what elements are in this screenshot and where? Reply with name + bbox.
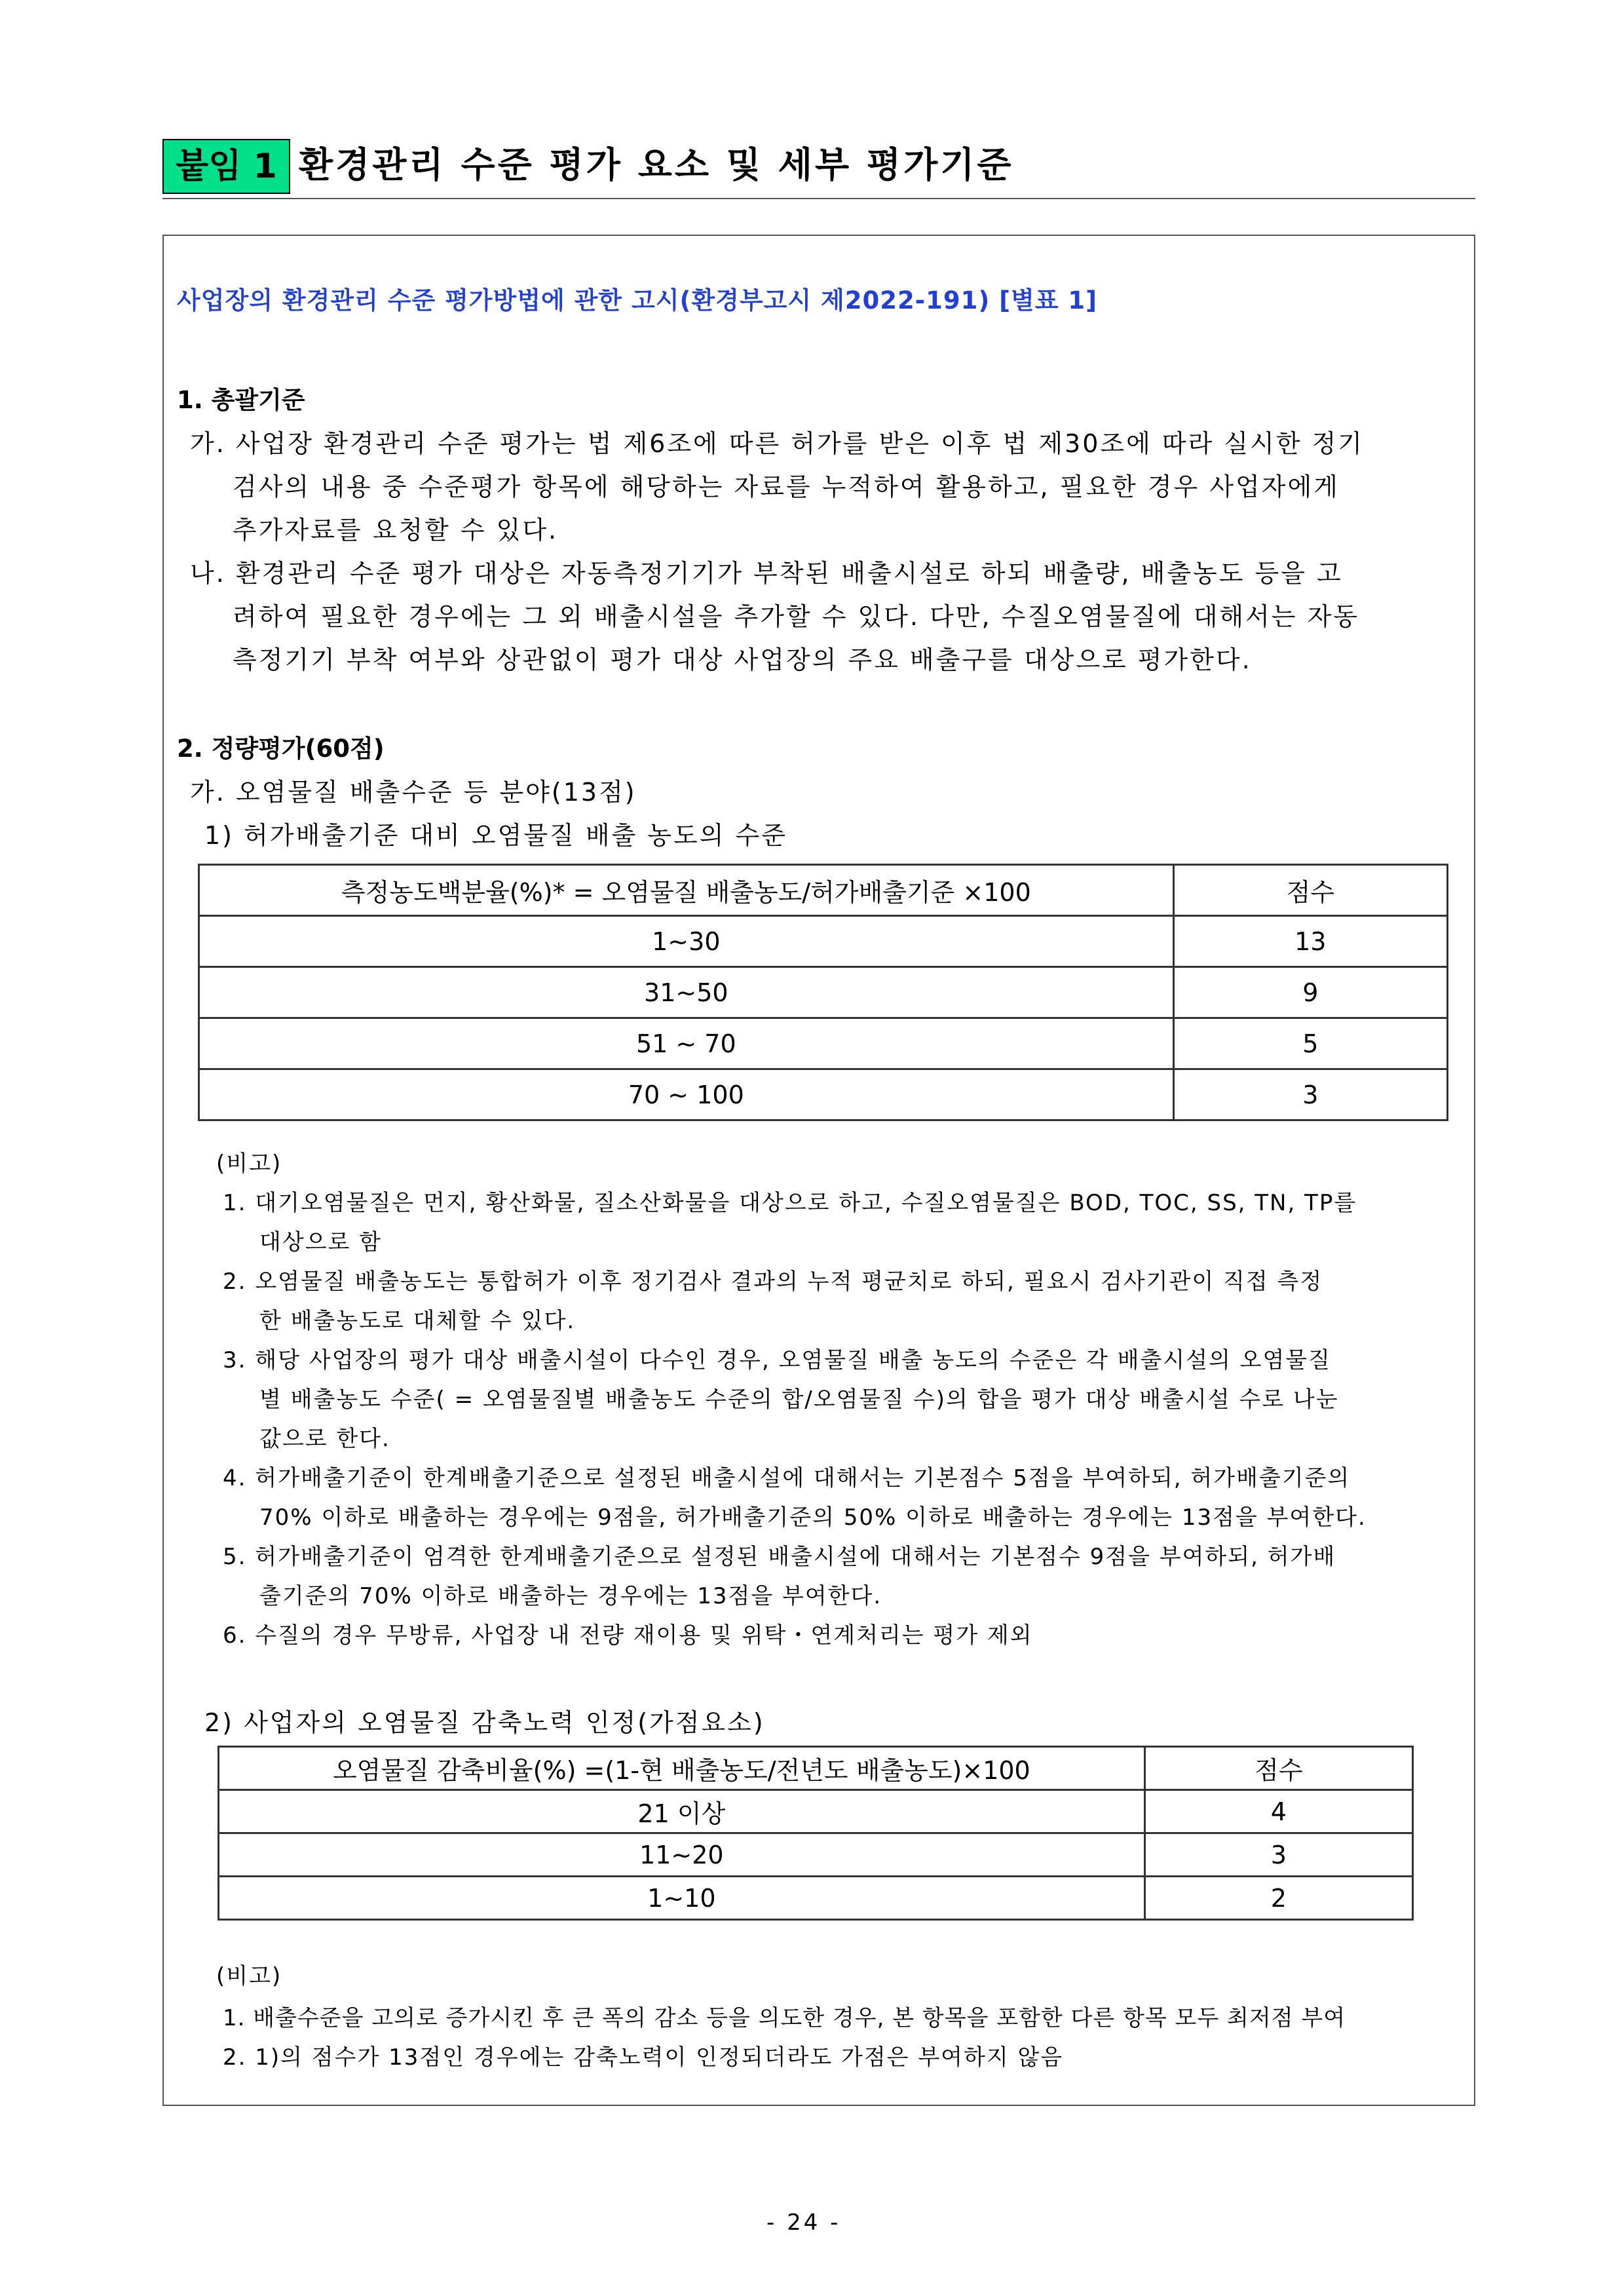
source-reference: 사업장의 환경관리 수준 평가방법에 관한 고시(환경부고시 제2022-191) [별표 1] — [177, 286, 1098, 315]
table-cell: 4 — [1144, 1790, 1412, 1833]
table-row — [219, 1833, 1413, 1877]
note-line: 4. 허가배출기준이 한계배출기준으로 설정된 배출시설에 대해서는 기본점수 5점을 부여하되, 허가배출기준의 — [223, 1465, 1351, 1491]
section1-line: 측정기기 부착 여부와 상관없이 평가 대상 사업장의 주요 배출구를 대상으로 평가한다. — [233, 645, 1252, 674]
table-cell: 31~50 — [199, 967, 1174, 1018]
section1-line: 나. 환경관리 수준 평가 대상은 자동측정기기가 부착된 배출시설로 하되 배출량, 배출농도 등을 고 — [190, 559, 1343, 588]
notes1-label: (비고) — [216, 1151, 282, 1177]
note-line: 값으로 한다. — [259, 1426, 390, 1452]
table-cell: 9 — [1173, 967, 1447, 1018]
concentration-score-table — [198, 864, 1448, 1121]
item1-title: 1) 허가배출기준 대비 오염물질 배출 농도의 수준 — [204, 821, 787, 850]
table-cell: 1~10 — [219, 1877, 1145, 1920]
table-cell: 21 이상 — [219, 1790, 1145, 1833]
note-line: 3. 해당 사업장의 평가 대상 배출시설이 다수인 경우, 오염물질 배출 농도의 수준은 각 배출시설의 오염물질 — [223, 1347, 1331, 1373]
section2-heading: 2. 정량평가(60점) — [177, 735, 385, 763]
table-header-row — [219, 1747, 1413, 1790]
table-header-cell: 점수 — [1173, 865, 1447, 916]
table-row — [199, 1069, 1448, 1120]
table-cell: 3 — [1144, 1833, 1412, 1877]
table-header-cell: 측정농도백분율(%)* = 오염물질 배출농도/허가배출기준 ×100 — [199, 865, 1174, 916]
table-row — [219, 1877, 1413, 1920]
note-line: 5. 허가배출기준이 엄격한 한계배출기준으로 설정된 배출시설에 대해서는 기본점수 9점을 부여하되, 허가배 — [223, 1544, 1336, 1570]
table-cell: 5 — [1173, 1018, 1447, 1069]
table-row — [199, 1018, 1448, 1069]
note-line: 1. 대기오염물질은 먼지, 황산화물, 질소산화물을 대상으로 하고, 수질오염물질은 BOD, TOC, SS, TN, TP를 — [223, 1190, 1357, 1216]
note-line: 2. 1)의 점수가 13점인 경우에는 감축노력이 인정되더라도 가점은 부여하지 않음 — [223, 2044, 1064, 2071]
attachment-badge: 붙임 1 — [162, 139, 290, 194]
section1-line: 추가자료를 요청할 수 있다. — [233, 516, 559, 545]
table-cell: 70 ~ 100 — [199, 1069, 1174, 1120]
table-row — [199, 916, 1448, 967]
table-cell: 2 — [1144, 1877, 1412, 1920]
section1-line: 가. 사업장 환경관리 수준 평가는 법 제6조에 따른 허가를 받은 이후 법 제30조에 따라 실시한 정기 — [190, 429, 1364, 458]
table-header-cell: 오염물질 감축비율(%) =(1-현 배출농도/전년도 배출농도)×100 — [219, 1747, 1145, 1790]
note-line: 2. 오염물질 배출농도는 통합허가 이후 정기검사 결과의 누적 평균치로 하되, 필요시 검사기관이 직접 측정 — [223, 1269, 1323, 1295]
table-cell: 51 ~ 70 — [199, 1018, 1174, 1069]
page-number: - 24 - — [766, 2210, 841, 2236]
table-header-row — [199, 865, 1448, 916]
note-line: 70% 이하로 배출하는 경우에는 9점을, 허가배출기준의 50% 이하로 배출하는 경우에는 13점을 부여한다. — [259, 1504, 1367, 1531]
item2-title: 2) 사업자의 오염물질 감축노력 인정(가점요소) — [204, 1708, 765, 1737]
table-cell: 3 — [1173, 1069, 1447, 1120]
section1-line: 검사의 내용 중 수준평가 항목에 해당하는 자료를 누적하여 활용하고, 필요한 경우 사업자에게 — [233, 472, 1340, 501]
table-header-cell: 점수 — [1144, 1747, 1412, 1790]
note-line: 별 배출농도 수준( = 오염물질별 배출농도 수준의 합/오염물질 수)의 합을 평가 대상 배출시설 수로 나눈 — [259, 1387, 1339, 1413]
note-line: 출기준의 70% 이하로 배출하는 경우에는 13점을 부여한다. — [259, 1583, 882, 1609]
reduction-score-table — [217, 1746, 1414, 1921]
note-line: 한 배출농도로 대체할 수 있다. — [259, 1308, 576, 1334]
note-line: 6. 수질의 경우 무방류, 사업장 내 전량 재이용 및 위탁・연계처리는 평가 제외 — [223, 1622, 1033, 1649]
note-line: 1. 배출수준을 고의로 증가시킨 후 큰 폭의 감소 등을 의도한 경우, 본 항목을 포함한 다른 항목 모두 최저점 부여 — [223, 2005, 1346, 2031]
page-title: 환경관리 수준 평가 요소 및 세부 평가기준 — [299, 144, 1014, 185]
section2-sub-a: 가. 오염물질 배출수준 등 분야(13점) — [190, 778, 637, 807]
note-line: 대상으로 함 — [259, 1229, 383, 1255]
table-cell: 1~30 — [199, 916, 1174, 967]
notes2-label: (비고) — [216, 1963, 282, 1989]
table-cell: 11~20 — [219, 1833, 1145, 1877]
table-row — [219, 1790, 1413, 1833]
table-row — [199, 967, 1448, 1018]
section1-heading: 1. 총괄기준 — [177, 386, 305, 414]
section1-line: 려하여 필요한 경우에는 그 외 배출시설을 추가할 수 있다. 다만, 수질오염물질에 대해서는 자동 — [233, 602, 1360, 631]
table-cell: 13 — [1173, 916, 1447, 967]
page-header — [162, 135, 1475, 199]
